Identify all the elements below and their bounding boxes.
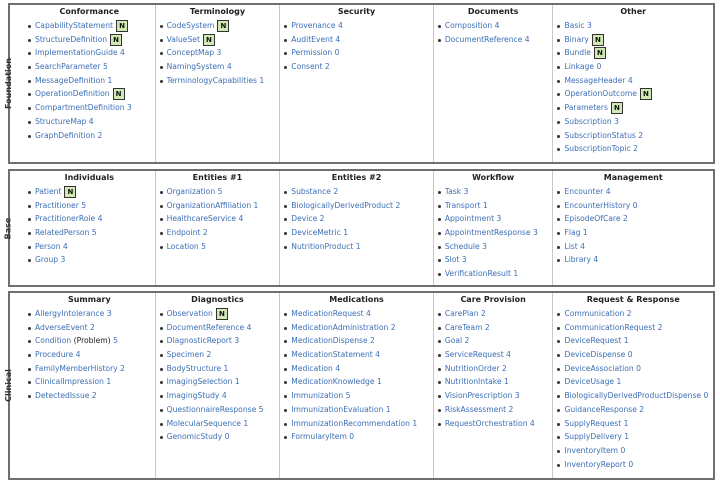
resource-list bbox=[156, 19, 280, 87]
resource-item bbox=[553, 389, 713, 403]
resource-link[interactable]: CodeSystem bbox=[166, 21, 215, 30]
resource-item bbox=[553, 129, 713, 143]
resource-link[interactable]: ImagingStudy 4 bbox=[166, 391, 227, 401]
resource-link[interactable]: DocumentReference 4 bbox=[166, 322, 252, 332]
resource-item bbox=[156, 74, 280, 88]
resource-link[interactable]: OperationOutcome bbox=[564, 89, 637, 99]
resource-item bbox=[434, 267, 553, 281]
resource-link[interactable]: FamilyMemberHistory 2 bbox=[35, 363, 125, 373]
resource-item bbox=[553, 226, 713, 240]
category-column bbox=[155, 293, 280, 478]
resource-link[interactable]: Condition bbox=[35, 336, 72, 346]
module-base bbox=[3, 169, 715, 287]
resource-link[interactable]: OrganizationAffiliation 1 bbox=[166, 200, 259, 210]
resource-item bbox=[24, 375, 155, 389]
resource-item bbox=[553, 375, 713, 389]
category-column bbox=[279, 5, 433, 162]
resource-item bbox=[553, 403, 713, 417]
resource-item bbox=[156, 362, 280, 376]
category-title: Conformance bbox=[59, 7, 120, 16]
resource-item bbox=[434, 199, 553, 213]
resource-link[interactable]: BodyStructure 1 bbox=[166, 363, 229, 373]
resource-link[interactable]: ImmunizationRecommendation 1 bbox=[291, 418, 418, 428]
resource-item bbox=[553, 307, 713, 321]
resource-link[interactable]: TerminologyCapabilities 1 bbox=[166, 75, 265, 85]
resource-link[interactable]: Provenance 4 bbox=[291, 21, 343, 30]
resource-list bbox=[553, 185, 713, 267]
resource-list bbox=[24, 19, 155, 142]
resource-list bbox=[434, 185, 553, 281]
module-label: Clinical bbox=[3, 369, 13, 402]
resource-link[interactable]: DeviceAssociation 0 bbox=[564, 363, 641, 373]
resource-link[interactable]: Linkage 0 bbox=[564, 62, 602, 72]
resource-item bbox=[156, 60, 280, 74]
resource-item bbox=[434, 19, 553, 33]
category-column bbox=[552, 171, 713, 285]
resource-item bbox=[280, 33, 433, 47]
resource-item bbox=[280, 389, 433, 403]
resource-item bbox=[553, 253, 713, 267]
resource-item bbox=[553, 74, 713, 88]
resource-item bbox=[553, 115, 713, 129]
resource-link[interactable]: InventoryItem 0 bbox=[564, 445, 626, 455]
resource-link[interactable]: Specimen 2 bbox=[166, 350, 212, 360]
resource-link[interactable]: DeviceMetric 1 bbox=[291, 228, 349, 238]
resource-list bbox=[553, 19, 713, 156]
resource-link[interactable]: AuditEvent 4 bbox=[291, 34, 341, 44]
resource-item bbox=[24, 321, 155, 335]
category-column bbox=[24, 5, 155, 162]
resource-link[interactable]: Practitioner 5 bbox=[35, 200, 87, 210]
category-title: Entities #2 bbox=[331, 173, 382, 182]
resource-link[interactable]: CapabilityStatement bbox=[35, 21, 114, 30]
resource-link[interactable]: Procedure 4 bbox=[35, 350, 81, 360]
resource-link[interactable]: Location 5 bbox=[166, 241, 206, 251]
resource-item bbox=[24, 185, 155, 199]
category-title: Individuals bbox=[64, 173, 115, 182]
normative-badge: N bbox=[216, 308, 228, 320]
resource-list bbox=[434, 307, 553, 430]
resource-link[interactable]: AdverseEvent 2 bbox=[35, 322, 95, 332]
resource-item bbox=[24, 115, 155, 129]
resource-link[interactable]: Person 4 bbox=[35, 241, 68, 251]
resource-link[interactable]: RelatedPerson 5 bbox=[35, 228, 97, 238]
resource-link[interactable]: ServiceRequest 4 bbox=[444, 350, 511, 360]
resource-link[interactable]: DetectedIssue 2 bbox=[35, 391, 97, 401]
resource-link[interactable]: NutritionProduct 1 bbox=[291, 241, 361, 251]
resource-link[interactable]: CarePlan 2 bbox=[444, 309, 486, 318]
resource-item bbox=[434, 362, 553, 376]
resource-link[interactable]: Observation bbox=[166, 309, 213, 318]
resource-item bbox=[156, 375, 280, 389]
resource-item bbox=[156, 19, 280, 33]
module-label: Foundation bbox=[3, 58, 13, 109]
resource-item bbox=[156, 226, 280, 240]
resource-link[interactable]: Bundle bbox=[564, 48, 591, 58]
resource-link[interactable]: NamingSystem 4 bbox=[166, 62, 232, 72]
category-title: Documents bbox=[467, 7, 519, 16]
resource-list bbox=[24, 185, 155, 267]
resource-link[interactable]: SearchParameter 5 bbox=[35, 62, 108, 72]
resource-item bbox=[156, 33, 280, 47]
resource-link[interactable]: Encounter 4 bbox=[564, 187, 611, 196]
resource-link[interactable]: EncounterHistory 0 bbox=[564, 200, 638, 210]
resource-item bbox=[434, 253, 553, 267]
category-column bbox=[155, 171, 280, 285]
resource-item bbox=[24, 87, 155, 101]
resource-item bbox=[156, 334, 280, 348]
resource-link[interactable]: SupplyRequest 1 bbox=[564, 418, 629, 428]
resource-item bbox=[280, 375, 433, 389]
resource-item bbox=[280, 362, 433, 376]
resource-link[interactable]: Subscription 3 bbox=[564, 116, 619, 126]
resource-item bbox=[24, 240, 155, 254]
resource-item bbox=[24, 389, 155, 403]
resource-link[interactable]: MedicationRequest 4 bbox=[291, 309, 371, 318]
resource-item bbox=[280, 334, 433, 348]
resource-link[interactable]: EpisodeOfCare 2 bbox=[564, 214, 628, 224]
resource-link[interactable]: Goal 2 bbox=[444, 336, 470, 346]
resource-item bbox=[24, 362, 155, 376]
resource-item bbox=[434, 417, 553, 431]
resource-item bbox=[156, 212, 280, 226]
resource-link[interactable]: DeviceDispense 0 bbox=[564, 350, 633, 360]
resource-link[interactable]: Flag 1 bbox=[564, 228, 588, 238]
resource-link[interactable]: SubscriptionStatus 2 bbox=[564, 130, 644, 140]
normative-badge: N bbox=[594, 47, 606, 59]
resource-link[interactable]: MedicationDispense 2 bbox=[291, 336, 375, 346]
resource-item bbox=[24, 307, 155, 321]
resource-item bbox=[156, 307, 280, 321]
resource-link[interactable]: Slot 3 bbox=[444, 255, 467, 265]
category-title: Diagnostics bbox=[191, 295, 244, 304]
resource-item bbox=[24, 334, 155, 348]
resource-item bbox=[156, 389, 280, 403]
resource-link[interactable]: AllergyIntolerance 3 bbox=[35, 309, 112, 318]
resource-link[interactable]: StructureDefinition bbox=[35, 34, 108, 44]
resource-item bbox=[553, 46, 713, 60]
resource-link[interactable]: Medication 4 bbox=[291, 363, 341, 373]
category-column bbox=[24, 293, 155, 478]
resource-item bbox=[24, 101, 155, 115]
resource-item bbox=[553, 142, 713, 156]
category-column bbox=[552, 5, 713, 162]
resource-item bbox=[280, 403, 433, 417]
resource-list bbox=[434, 19, 553, 46]
normative-badge: N bbox=[110, 34, 122, 46]
resource-item bbox=[553, 334, 713, 348]
normative-badge: N bbox=[113, 88, 125, 100]
resource-item bbox=[280, 226, 433, 240]
resource-item bbox=[553, 101, 713, 115]
resource-link[interactable]: Composition 4 bbox=[444, 21, 500, 30]
resource-item bbox=[24, 46, 155, 60]
resource-item bbox=[553, 430, 713, 444]
resource-item bbox=[156, 403, 280, 417]
resource-link[interactable]: AppointmentResponse 3 bbox=[444, 228, 538, 238]
resource-link[interactable]: BiologicallyDerivedProduct 2 bbox=[291, 200, 401, 210]
resource-list bbox=[156, 185, 280, 253]
resource-link[interactable]: MessageHeader 4 bbox=[564, 75, 633, 85]
normative-badge: N bbox=[203, 34, 215, 46]
resource-link[interactable]: List 4 bbox=[564, 241, 585, 251]
resource-item bbox=[553, 199, 713, 213]
resource-link[interactable]: CommunicationRequest 2 bbox=[564, 322, 663, 332]
resource-link[interactable]: StructureMap 4 bbox=[35, 116, 94, 126]
resource-item bbox=[434, 403, 553, 417]
resource-item bbox=[24, 74, 155, 88]
category-column bbox=[24, 171, 155, 285]
resource-item bbox=[553, 33, 713, 47]
resource-link[interactable]: ImmunizationEvaluation 1 bbox=[291, 404, 391, 414]
resource-list bbox=[280, 185, 433, 253]
resource-link[interactable]: ValueSet bbox=[166, 34, 200, 44]
resource-item bbox=[553, 458, 713, 472]
resource-item bbox=[434, 185, 553, 199]
module-clinical bbox=[3, 291, 715, 480]
normative-badge: N bbox=[611, 102, 623, 114]
resource-item bbox=[434, 375, 553, 389]
normative-badge: N bbox=[217, 20, 229, 32]
resource-link[interactable]: Organization 5 bbox=[166, 187, 223, 196]
resource-item bbox=[434, 389, 553, 403]
resource-link[interactable]: GuidanceResponse 2 bbox=[564, 404, 645, 414]
resource-link[interactable]: NutritionIntake 1 bbox=[444, 377, 509, 387]
resource-item bbox=[280, 60, 433, 74]
resource-item bbox=[434, 212, 553, 226]
resource-item bbox=[434, 33, 553, 47]
resource-link[interactable]: MessageDefinition 1 bbox=[35, 75, 113, 85]
resource-item bbox=[553, 240, 713, 254]
normative-badge: N bbox=[592, 34, 604, 46]
category-title: Management bbox=[603, 173, 663, 182]
resource-item bbox=[156, 240, 280, 254]
resource-link[interactable]: Immunization 5 bbox=[291, 391, 351, 401]
resource-item bbox=[24, 33, 155, 47]
resource-link[interactable]: Binary bbox=[564, 34, 589, 44]
resource-item bbox=[280, 348, 433, 362]
resource-item bbox=[553, 321, 713, 335]
resource-link[interactable]: RiskAssessment 2 bbox=[444, 404, 514, 414]
resource-item bbox=[280, 19, 433, 33]
category-title: Care Provision bbox=[460, 295, 526, 304]
category-title: Medications bbox=[329, 295, 384, 304]
resource-item bbox=[434, 307, 553, 321]
resource-item bbox=[280, 430, 433, 444]
resource-link[interactable]: Device 2 bbox=[291, 214, 325, 224]
category-title: Summary bbox=[67, 295, 111, 304]
resource-item bbox=[434, 226, 553, 240]
category-title: Security bbox=[337, 7, 376, 16]
resource-link[interactable]: DocumentReference 4 bbox=[444, 34, 530, 44]
resource-link[interactable]: DiagnosticReport 3 bbox=[166, 336, 240, 346]
resource-link[interactable]: FormularyItem 0 bbox=[291, 432, 355, 442]
normative-badge: N bbox=[640, 88, 652, 100]
resource-link[interactable]: HealthcareService 4 bbox=[166, 214, 244, 224]
resource-link[interactable]: DeviceRequest 1 bbox=[564, 336, 629, 346]
resource-link[interactable]: MedicationAdministration 2 bbox=[291, 322, 396, 332]
resource-item bbox=[24, 19, 155, 33]
resource-item bbox=[553, 60, 713, 74]
resource-link[interactable]: GraphDefinition 2 bbox=[35, 130, 103, 140]
resource-link[interactable]: SupplyDelivery 1 bbox=[564, 432, 630, 442]
module-foundation bbox=[3, 3, 715, 164]
resource-link[interactable]: ConceptMap 3 bbox=[166, 48, 222, 58]
resource-item bbox=[434, 321, 553, 335]
resource-link[interactable]: Consent 2 bbox=[291, 62, 330, 72]
category-column bbox=[279, 293, 433, 478]
resource-item bbox=[553, 19, 713, 33]
resource-item bbox=[24, 129, 155, 143]
resource-link[interactable]: ImplementationGuide 4 bbox=[35, 48, 125, 58]
resource-link[interactable]: PractitionerRole 4 bbox=[35, 214, 103, 224]
resource-item bbox=[156, 185, 280, 199]
resource-link[interactable]: Substance 2 bbox=[291, 187, 339, 196]
resource-item bbox=[553, 185, 713, 199]
resource-link[interactable]: VisionPrescription 3 bbox=[444, 391, 520, 401]
resource-item bbox=[553, 417, 713, 431]
resource-link[interactable]: Parameters bbox=[564, 103, 608, 113]
resource-item bbox=[280, 199, 433, 213]
category-title: Request & Response bbox=[586, 295, 680, 304]
category-title: Workflow bbox=[472, 173, 515, 182]
resource-link[interactable]: Communication 2 bbox=[564, 309, 632, 318]
resource-qualifier: (Problem) bbox=[73, 336, 111, 346]
category-title: Terminology bbox=[189, 7, 246, 16]
resource-item bbox=[434, 348, 553, 362]
category-title: Entities #1 bbox=[192, 173, 243, 182]
resource-link[interactable]: RequestOrchestration 4 bbox=[444, 418, 535, 428]
resource-link[interactable]: ImagingSelection 1 bbox=[166, 377, 240, 387]
resource-item bbox=[280, 417, 433, 431]
resource-list bbox=[24, 307, 155, 403]
resource-link[interactable]: BiologicallyDerivedProductDispense 0 bbox=[564, 391, 709, 401]
category-column bbox=[552, 293, 713, 478]
category-column bbox=[433, 171, 553, 285]
resource-item bbox=[24, 60, 155, 74]
resource-item bbox=[553, 444, 713, 458]
resource-link[interactable]: InventoryReport 0 bbox=[564, 459, 634, 469]
resource-link[interactable]: GenomicStudy 0 bbox=[166, 432, 230, 442]
resource-link[interactable]: Endpoint 2 bbox=[166, 228, 208, 238]
resource-item bbox=[434, 240, 553, 254]
category-column bbox=[433, 5, 553, 162]
resource-link[interactable]: Task 3 bbox=[444, 187, 469, 196]
resource-item bbox=[156, 321, 280, 335]
category-title: Other bbox=[620, 7, 647, 16]
resource-item bbox=[434, 334, 553, 348]
resource-list bbox=[156, 307, 280, 444]
resource-list bbox=[280, 307, 433, 444]
resource-item bbox=[553, 362, 713, 376]
resource-link[interactable]: MedicationKnowledge 1 bbox=[291, 377, 382, 387]
resource-item bbox=[553, 348, 713, 362]
resource-item bbox=[24, 199, 155, 213]
resource-link[interactable]: MedicationStatement 4 bbox=[291, 350, 380, 360]
resource-item bbox=[280, 307, 433, 321]
resource-link[interactable]: Basic 3 bbox=[564, 21, 592, 30]
resource-item bbox=[24, 226, 155, 240]
resource-link[interactable]: Permission 0 bbox=[291, 48, 340, 58]
resource-item bbox=[156, 430, 280, 444]
resource-item bbox=[24, 348, 155, 362]
resource-link[interactable]: OperationDefinition bbox=[35, 89, 110, 99]
resource-item bbox=[280, 185, 433, 199]
resource-link[interactable]: NutritionOrder 2 bbox=[444, 363, 507, 373]
module-label: Base bbox=[3, 217, 13, 239]
normative-badge: N bbox=[64, 186, 76, 198]
resource-item bbox=[553, 87, 713, 101]
resource-item bbox=[156, 199, 280, 213]
resource-link[interactable]: Group 3 bbox=[35, 255, 66, 265]
resource-link[interactable]: ClinicalImpression 1 bbox=[35, 377, 112, 387]
resource-item bbox=[156, 348, 280, 362]
resource-item bbox=[280, 240, 433, 254]
resource-link[interactable]: Schedule 3 bbox=[444, 241, 487, 251]
resource-link[interactable]: QuestionnaireResponse 5 bbox=[166, 404, 264, 414]
resource-link[interactable]: CareTeam 2 bbox=[444, 322, 490, 332]
category-column bbox=[155, 5, 280, 162]
resource-link[interactable]: Transport 1 bbox=[444, 200, 488, 210]
resource-item bbox=[280, 321, 433, 335]
resource-link[interactable]: Patient bbox=[35, 187, 62, 196]
resource-item bbox=[156, 417, 280, 431]
resource-item bbox=[24, 253, 155, 267]
resource-link[interactable]: CompartmentDefinition 3 bbox=[35, 103, 132, 113]
resource-list bbox=[280, 19, 433, 74]
resource-item bbox=[553, 212, 713, 226]
resource-link[interactable]: Library 4 bbox=[564, 255, 599, 265]
maturity-level: 5 bbox=[113, 336, 118, 346]
category-column bbox=[279, 171, 433, 285]
resource-item bbox=[24, 212, 155, 226]
resource-link[interactable]: DeviceUsage 1 bbox=[564, 377, 622, 387]
normative-badge: N bbox=[116, 20, 128, 32]
resource-link[interactable]: Appointment 3 bbox=[444, 214, 502, 224]
resource-item bbox=[280, 212, 433, 226]
resource-list bbox=[553, 307, 713, 471]
resource-link[interactable]: MolecularSequence 1 bbox=[166, 418, 249, 428]
resource-item bbox=[280, 46, 433, 60]
category-column bbox=[433, 293, 553, 478]
resource-link[interactable]: VerificationResult 1 bbox=[444, 269, 519, 279]
resource-item bbox=[156, 46, 280, 60]
resource-link[interactable]: SubscriptionTopic 2 bbox=[564, 144, 638, 154]
